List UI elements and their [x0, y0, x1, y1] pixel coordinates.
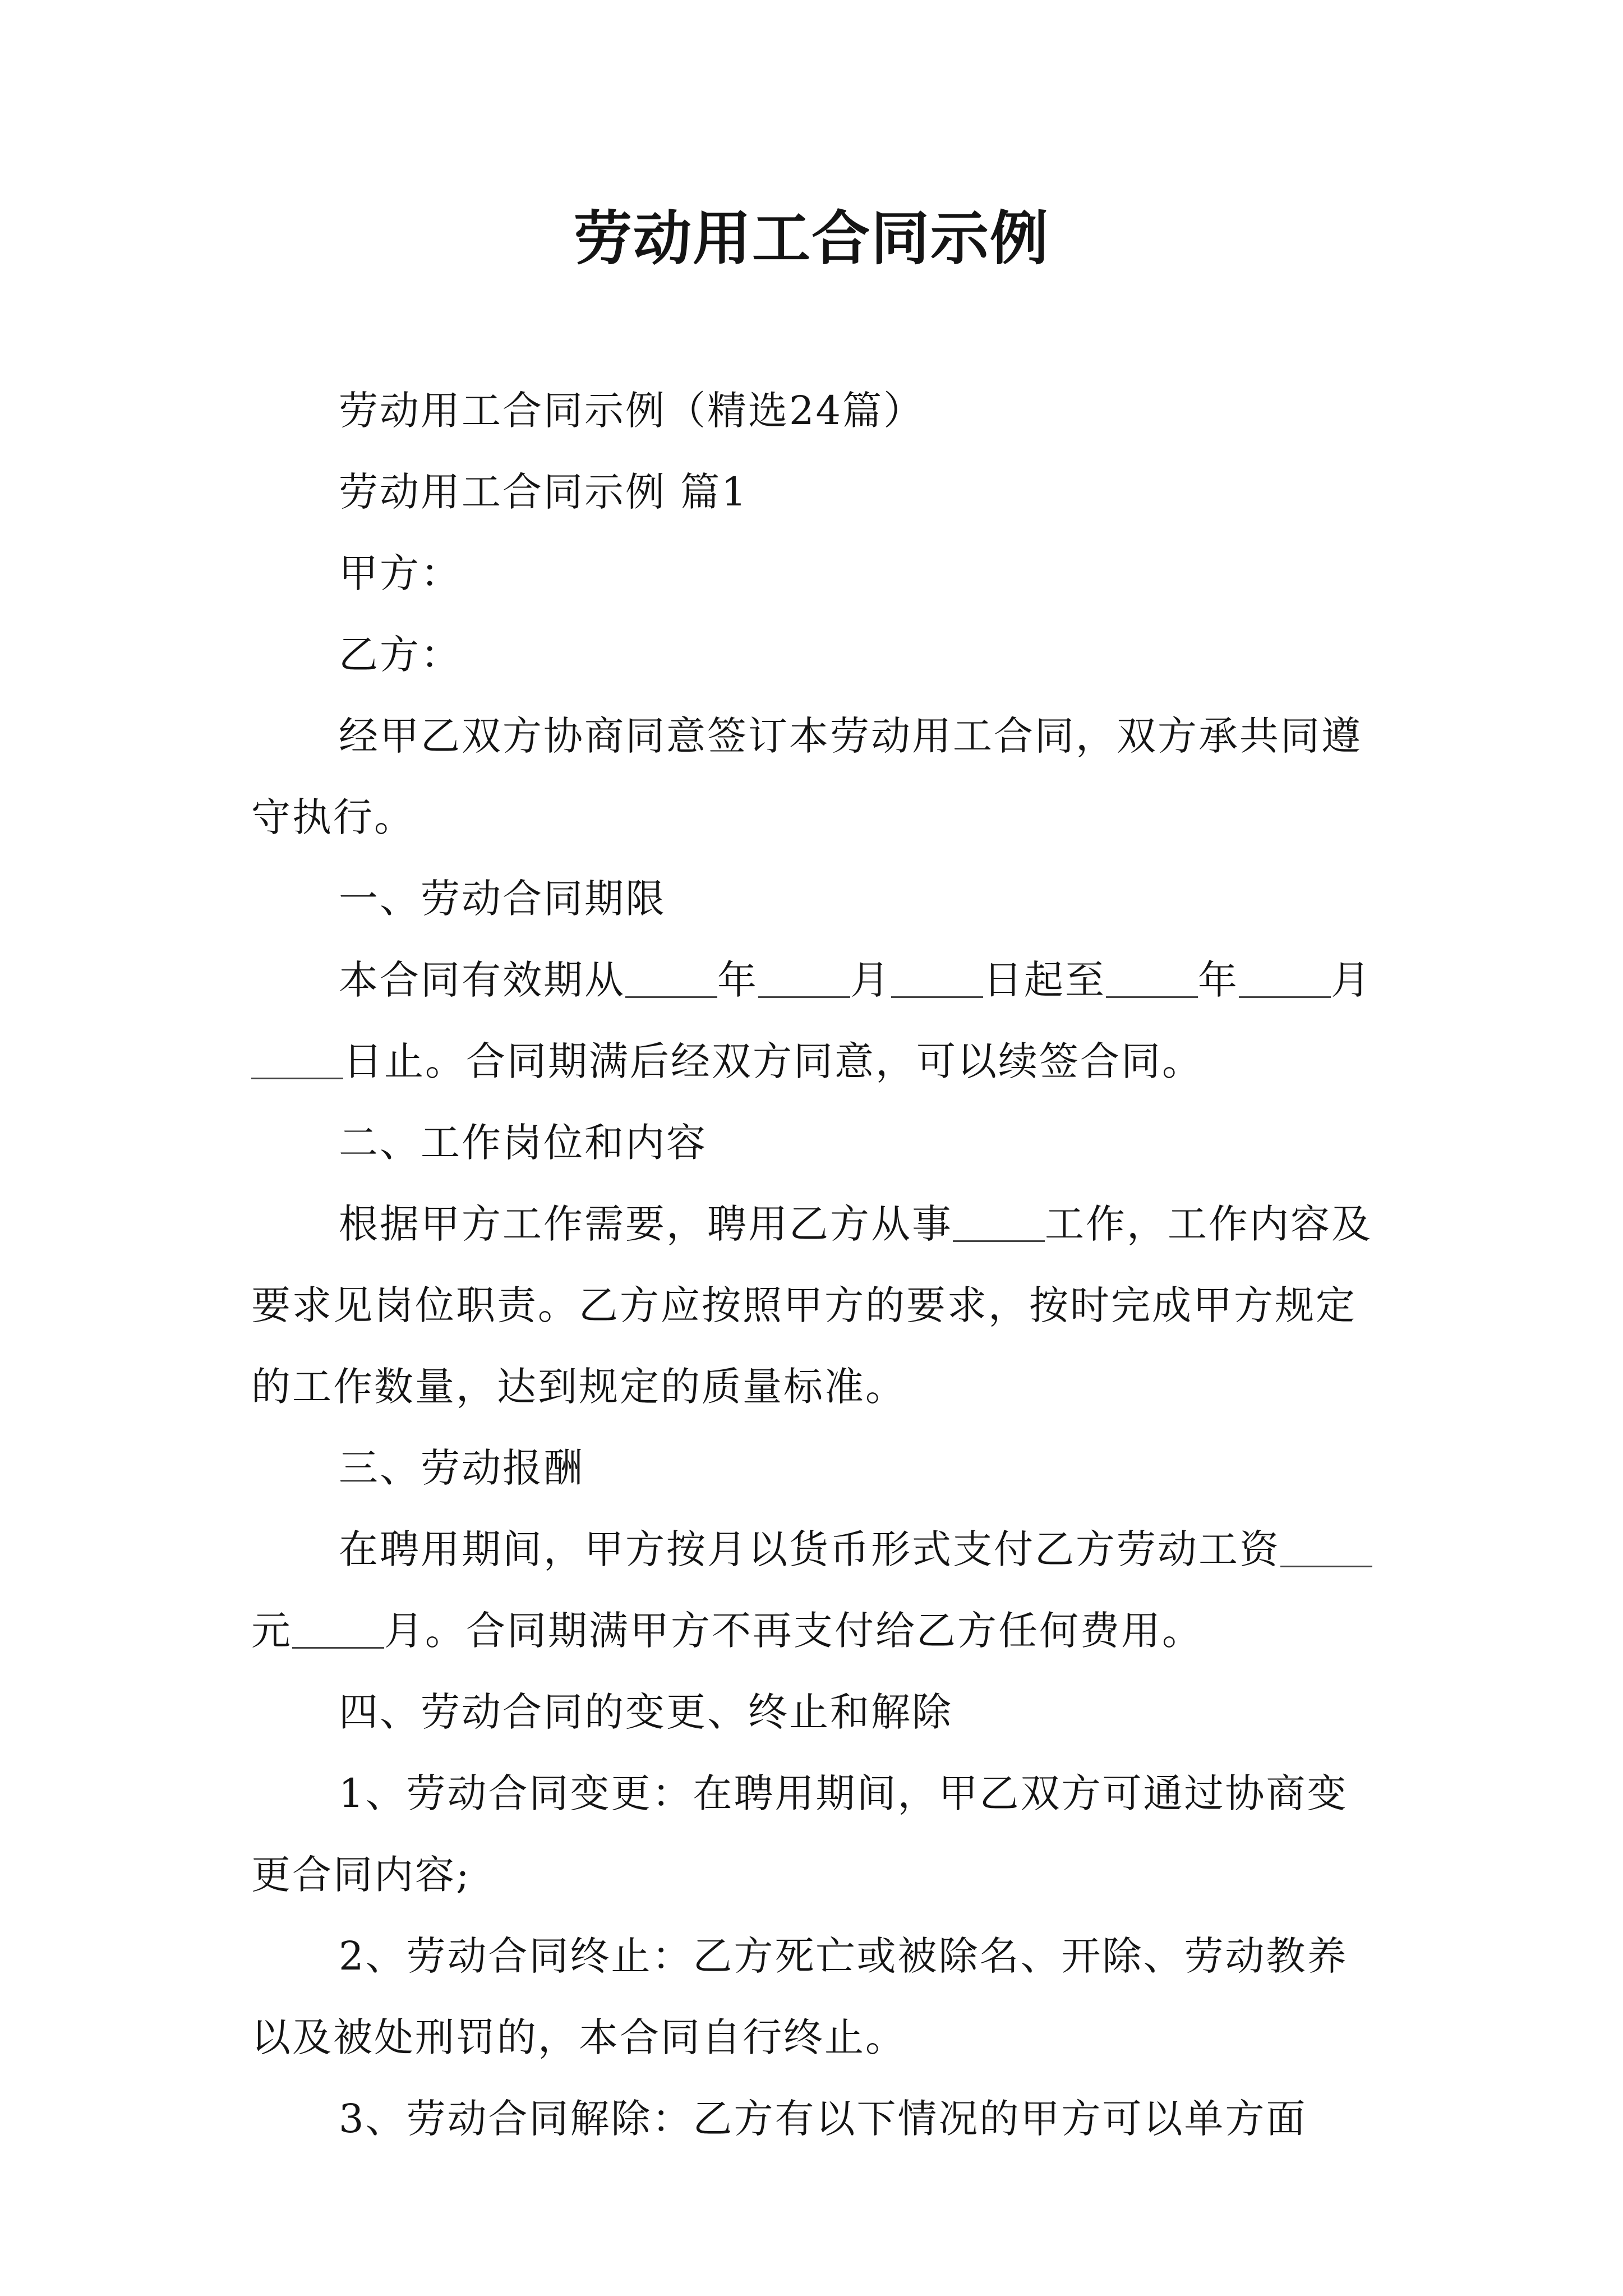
clause4-item2: 2、劳动合同终止：乙方死亡或被除名、开除、劳动教养以及被处刑罚的，本合同自行终止。: [251, 1933, 1348, 2060]
day-to-label: 日起至: [983, 957, 1106, 1003]
subtitle: 劳动用工合同示例（精选24篇）: [339, 388, 925, 434]
year-label: 年: [1198, 957, 1239, 1003]
fill-blank-start-month: [758, 963, 850, 998]
section-heading: 劳动用工合同示例 篇1: [339, 469, 748, 515]
clause1-text-start: 本合同有效期从: [339, 957, 625, 1003]
clause2-heading: 二、工作岗位和内容: [339, 1120, 707, 1166]
clause4-item1: 1、劳动合同变更：在聘用期间，甲乙双方可通过协商变更合同内容;: [251, 1770, 1348, 1898]
clause4-item3: 3、劳动合同解除：乙方有以下情况的甲方可以单方面: [339, 2096, 1307, 2142]
party-a-line: 甲方：: [339, 550, 462, 596]
clause4-heading: 四、劳动合同的变更、终止和解除: [339, 1689, 953, 1735]
clause2-text-start: 根据甲方工作需要，聘用乙方从事: [339, 1201, 953, 1247]
fill-blank-start-year: [625, 963, 717, 998]
clause1-heading: 一、劳动合同期限: [339, 876, 666, 922]
clause3-text-end: 月。合同期满甲方不再支付给乙方任何费用。: [384, 1608, 1203, 1654]
fill-blank-end-year: [1106, 963, 1198, 998]
fill-blank-salary: [1280, 1532, 1372, 1567]
month-label: 月: [850, 957, 891, 1003]
intro-paragraph: 经甲乙双方协商同意签订本劳动用工合同，双方承共同遵守执行。: [251, 713, 1362, 840]
document-title: 劳动用工合同示例: [573, 204, 1049, 273]
fill-blank-salary-period: [292, 1613, 384, 1649]
yuan-label: 元: [251, 1608, 292, 1654]
clause3-text-start: 在聘用期间，甲方按月以货币形式支付乙方劳动工资: [339, 1526, 1280, 1572]
month-label: 月: [1331, 957, 1372, 1003]
year-label: 年: [717, 957, 758, 1003]
clause3-paragraph: [251, 1509, 1389, 1672]
clause2-text-end: 工作，工作内容及要求见岗位职责。乙方应按照甲方的要求，按时完成甲方规定的工作数量，达到规定的质量标准。: [251, 1201, 1372, 1410]
document-body: [251, 370, 1389, 2160]
fill-blank-end-month: [1239, 963, 1331, 998]
clause1-text-end: 日止。合同期满后经双方同意，可以续签合同。: [343, 1038, 1203, 1084]
clause1-paragraph: [251, 940, 1389, 1102]
fill-blank-start-day: [891, 963, 983, 998]
party-b-line: 乙方：: [339, 632, 462, 678]
clause2-paragraph: [251, 1184, 1389, 1428]
fill-blank-end-day: [251, 1044, 343, 1079]
clause3-heading: 三、劳动报酬: [339, 1445, 584, 1491]
fill-blank-job: [953, 1207, 1045, 1242]
